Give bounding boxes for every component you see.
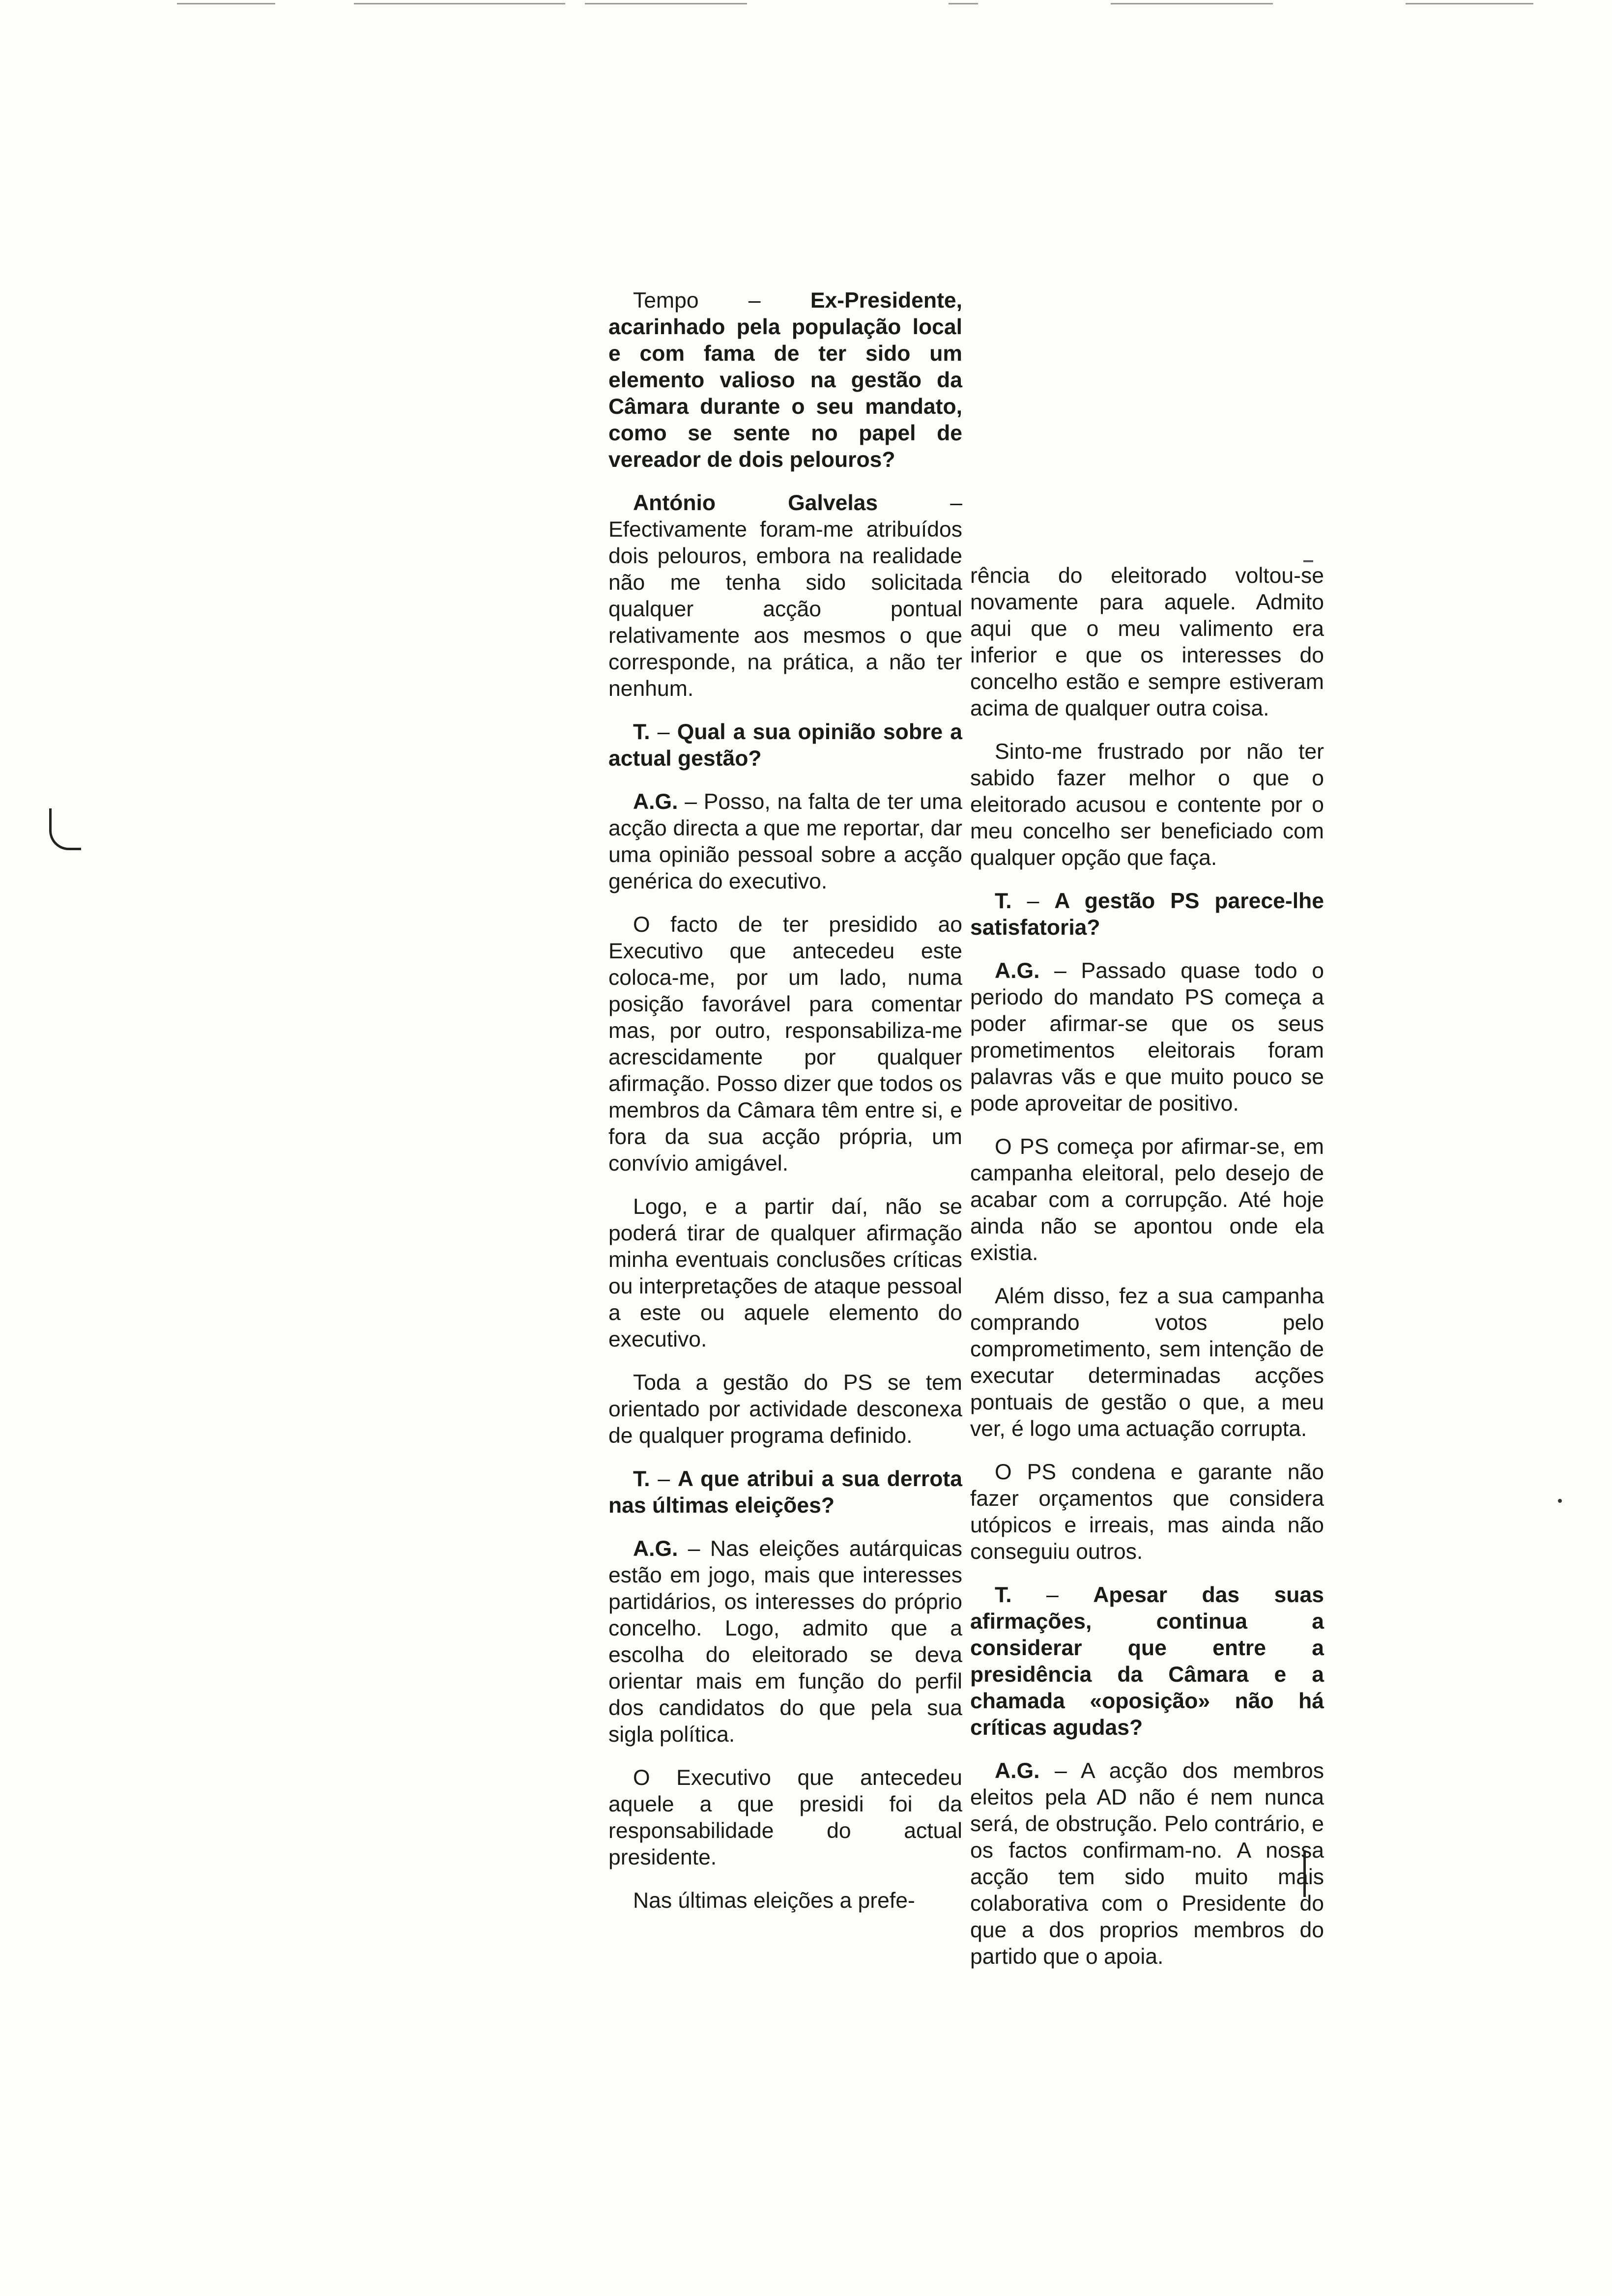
answer-text: Posso, na falta de ter uma acção directa a que me reportar, dar uma opinião pessoal sobre a acção genérica do executivo. — [608, 790, 962, 893]
article-paragraph: Toda a gestão do PS se tem orientado por actividade desconexa de qualquer programa definido. — [608, 1371, 962, 1448]
article-column-left — [608, 287, 962, 1931]
margin-dot-mark — [1558, 1499, 1562, 1503]
question-text: Ex-Presidente, acarinhado pela população local e com fama de ter sido um elemento valioso na gestão da Câmara durante o seu mandato, como se sente no papel de vereador de dois pelouros? — [608, 288, 962, 472]
article-paragraph: O PS começa por afirmar-se, em campanha eleitoral, pelo desejo de acabar com a corrupção. Até hoje ainda não se apontou onde ela existia. — [970, 1135, 1324, 1265]
article-paragraph: rência do eleitorado voltou-se novamente para aquele. Admito aqui que o meu valimento era inferior e que os interesses do concelho estão e sempre estiveram acima de qualquer outra coisa. — [970, 564, 1324, 720]
speaker-label: António Galvelas — [633, 491, 878, 515]
margin-bracket-mark — [49, 808, 81, 850]
interview-answer: A.G. – A acção dos membros eleitos pela AD não é nem nunca será, de obstrução. Pelo contrário, e os factos confirmam-no. A nossa acção tem sido muito mais colaborativa com o Presidente do que a dos proprios membros do partido que o apoia. — [970, 1759, 1324, 1969]
article-paragraph: Nas últimas eleições a prefe- — [633, 1889, 915, 1913]
interview-answer: A.G. – Posso, na falta de ter uma acção directa a que me reportar, dar uma opinião pessoal sobre a acção genérica do executivo. — [608, 790, 962, 893]
interview-question: T. – A que atribui a sua derrota nas últimas eleições? — [608, 1467, 962, 1518]
question-label: T. — [995, 1583, 1012, 1607]
question-text: A que atribui a sua derrota nas últimas eleições? — [608, 1467, 962, 1518]
question-label: T. — [633, 1467, 650, 1491]
article-column-right — [970, 563, 1324, 1987]
speaker-label: A.G. — [995, 1759, 1040, 1783]
scan-edge-marks — [0, 0, 1612, 12]
interview-question: Tempo – Ex-Presidente, acarinhado pela população local e com fama de ter sido um elemento valioso na gestão da Câmara durante o seu mandato, como se sente no papel de vereador de dois pelouros? — [608, 288, 962, 472]
question-text: A gestão PS parece-lhe satisfatoria? — [970, 889, 1324, 940]
article-paragraph: Sinto-me frustrado por não ter sabido fazer melhor o que o eleitorado acusou e contente por o meu concelho ser beneficiado com qualquer opção que faça. — [970, 740, 1324, 870]
interview-answer: A.G. – Nas eleições autárquicas estão em jogo, mais que interesses partidários, os interesses do próprio concelho. Logo, admito que a escolha do eleitorado se deva orientar mais em função do perfil dos candidatos do que pela sua sigla política. — [608, 1537, 962, 1747]
interview-answer: António Galvelas – Efectivamente foram-me atribuídos dois pelouros, embora na realidade não me tenha sido solicitada qualquer acção pontual relativamente aos mesmos o que corresponde, na prática, a não ter nenhum. — [608, 491, 962, 701]
question-text: Qual a sua opinião sobre a actual gestão? — [608, 720, 962, 771]
question-label: Tempo — [633, 288, 699, 313]
interview-question: T. – Qual a sua opinião sobre a actual gestão? — [608, 720, 962, 771]
article-paragraph: Além disso, fez a sua campanha comprando votos pelo comprometimento, sem intenção de executar determinadas acções pontuais de gestão o que, a meu ver, é logo uma actuação corrupta. — [970, 1284, 1324, 1441]
question-text: Apesar das suas afirmações, continua a considerar que entre a presidência da Câmara e a chamada «oposição» não há críticas agudas? — [970, 1583, 1324, 1740]
interview-question: T. – Apesar das suas afirmações, continua a considerar que entre a presidência da Câmara e a chamada «oposição» não há críticas agudas? — [970, 1583, 1324, 1740]
question-label: T. — [995, 889, 1012, 913]
margin-dash-mark — [1303, 560, 1313, 562]
interview-answer: A.G. – Passado quase todo o periodo do mandato PS começa a poder afirmar-se que os seus prometimentos eleitorais foram palavras vãs e que muito pouco se pode aproveitar de positivo. — [970, 959, 1324, 1116]
speaker-label: A.G. — [633, 1537, 678, 1561]
speaker-label: A.G. — [995, 959, 1040, 983]
article-paragraph: O Executivo que antecedeu aquele a que presidi foi da responsabilidade do actual presidente. — [608, 1766, 962, 1869]
answer-text: A acção dos membros eleitos pela AD não é nem nunca será, de obstrução. Pelo contrário, e os factos confirmam-no. A nossa acção tem sido muito mais colaborativa com o Presidente do que a dos proprios membros do partido que o apoia. — [970, 1759, 1324, 1969]
article-paragraph: O facto de ter presidido ao Executivo que antecedeu este coloca-me, por um lado, numa posição favorável para comentar mas, por outro, responsabiliza-me acrescidamente por qualquer afirmação. Posso dizer que todos os membros da Câmara têm entre si, e fora da sua acção própria, um convívio amigável. — [608, 913, 962, 1176]
answer-text: Nas eleições autárquicas estão em jogo, mais que interesses partidários, os interesses do próprio concelho. Logo, admito que a escolha do eleitorado se deva orientar mais em função do perfil dos candidatos do que pela sua sigla política. — [608, 1537, 962, 1747]
article-paragraph: O PS condena e garante não fazer orçamentos que considera utópicos e irreais, mas ainda não conseguiu outros. — [970, 1460, 1324, 1564]
answer-text: Passado quase todo o periodo do mandato PS começa a poder afirmar-se que os seus prometimentos eleitorais foram palavras vãs e que muito pouco se pode aproveitar de positivo. — [970, 959, 1324, 1116]
interview-question: T. – A gestão PS parece-lhe satisfatoria? — [970, 889, 1324, 940]
speaker-label: A.G. — [633, 790, 678, 814]
article-paragraph: Logo, e a partir daí, não se poderá tirar de qualquer afirmação minha eventuais conclusões críticas ou interpretações de ataque pessoal a este ou aquele elemento do executivo. — [608, 1195, 962, 1351]
question-label: T. — [633, 720, 650, 744]
answer-text: Efectivamente foram-me atribuídos dois pelouros, embora na realidade não me tenha sido solicitada qualquer acção pontual relativamente aos mesmos o que corresponde, na prática, a não ter nenhum. — [608, 517, 962, 701]
